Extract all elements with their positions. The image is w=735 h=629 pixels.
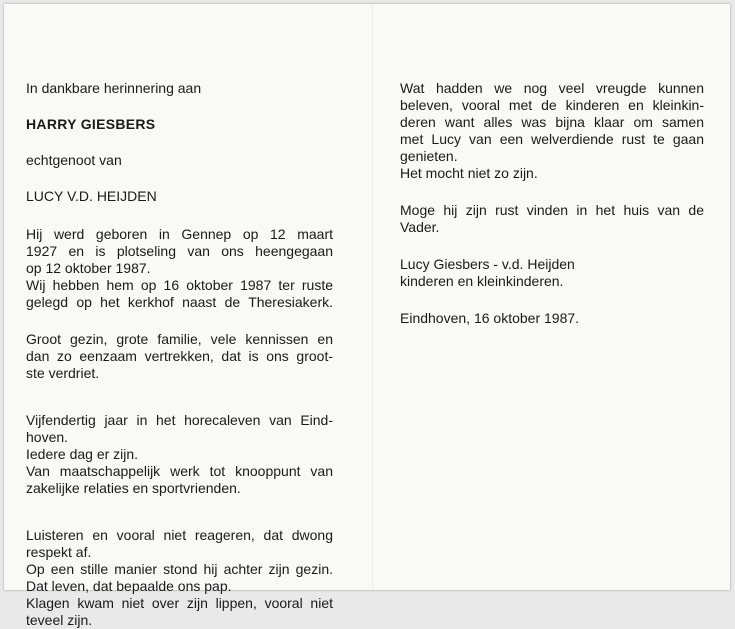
place-date: Eindhoven, 16 oktober 1987. xyxy=(400,310,580,326)
paragraph-character: Luisteren en vooral niet reageren, dat dwong respekt af. Op een stille manier stond hij achter zijn gezin. Dat leven, dat bepaalde ons pap. Klagen kwam niet over zijn lippen, vooral niet teveel zijn. xyxy=(26,527,333,628)
paragraph-joy: Wat hadden we nog veel vreugde kunnen beleven, vooral met de kinderen en kleinkin- deren want alles was bijna klaar om samen met Lucy van een welverdiende rust te gaan genieten. Het mocht niet zo zijn. xyxy=(400,80,704,181)
intro-text: In dankbare herinnering aan xyxy=(26,80,202,96)
signature: Lucy Giesbers - v.d. Heijden kinderen en kleinkinderen. xyxy=(400,256,575,289)
paragraph-family: Groot gezin, grote familie, vele kennissen en dan zo eenzaam vertrekken, dat is ons groot- ste verdriet. xyxy=(26,331,333,381)
right-column xyxy=(400,80,704,327)
left-column xyxy=(26,80,333,629)
spouse-name: LUCY V.D. HEIJDEN xyxy=(26,188,157,204)
paragraph-prayer: Moge hij zijn rust vinden in het huis van de Vader. xyxy=(400,202,704,235)
memorial-card xyxy=(4,4,730,628)
spouse-intro: echtgenoot van xyxy=(26,152,122,168)
paragraph-birth: Hij werd geboren in Gennep op 12 maart 1927 en is plotseling van ons heengegaan op 12 oktober 1987. Wij hebben hem op 16 oktober 1987 ter ruste gelegd op het kerkhof naast de Theresiakerk. xyxy=(26,226,333,310)
paragraph-career: Vijfendertig jaar in het horecaleven van Eind- hoven. Iedere dag er zijn. Van maatschappelijk werk tot knooppunt van zakelijke relaties en sportvrienden. xyxy=(26,412,333,496)
card-fold xyxy=(372,4,373,590)
deceased-name: HARRY GIESBERS xyxy=(26,116,156,132)
